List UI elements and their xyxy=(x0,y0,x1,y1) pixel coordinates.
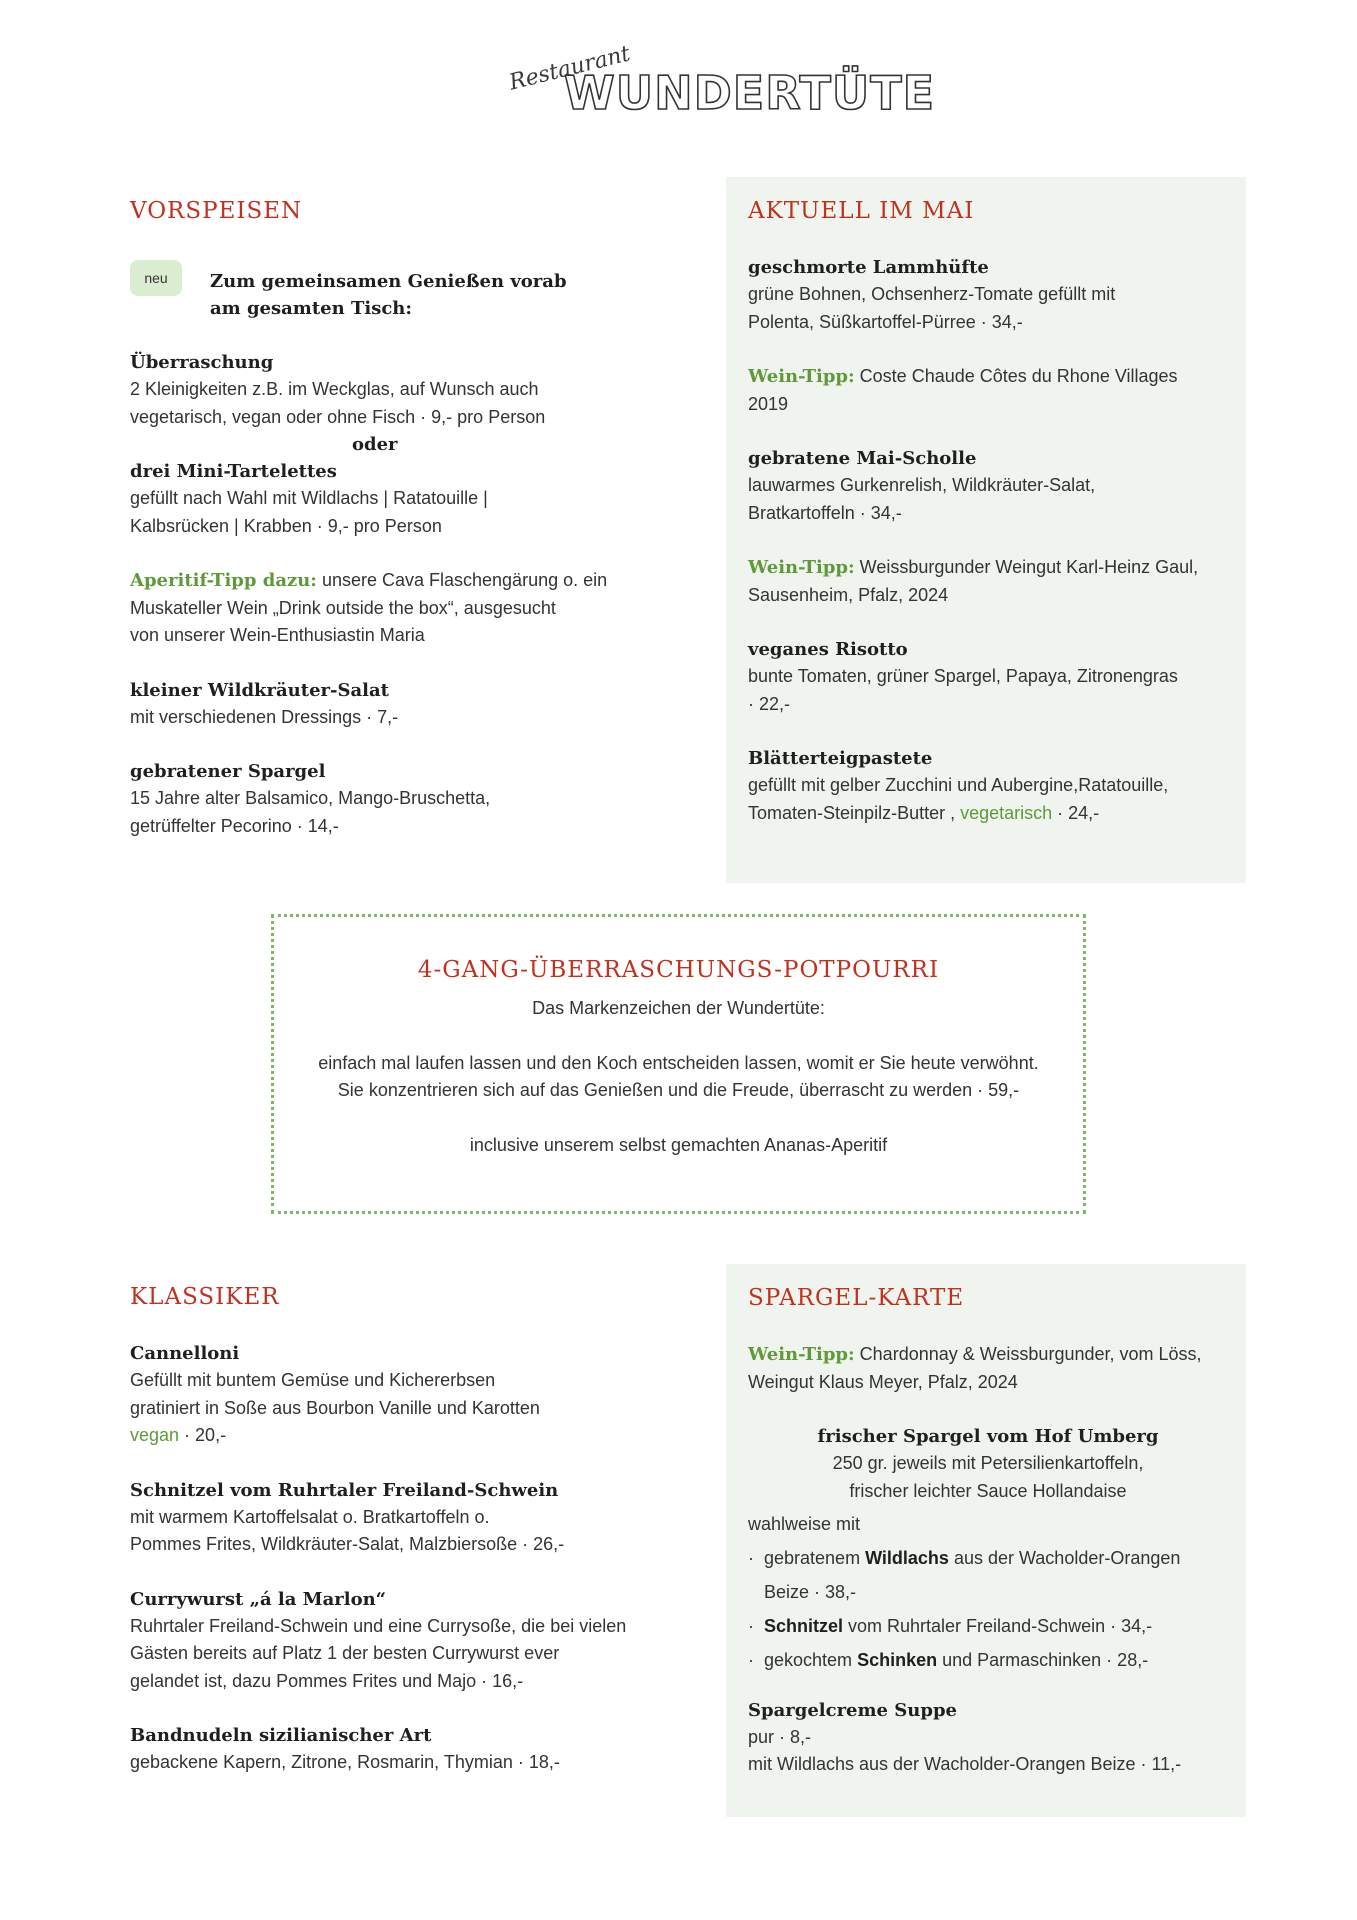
vegan-label: vegan xyxy=(130,1425,180,1445)
item-desc: 250 gr. jeweils mit Petersilienkartoffeln, xyxy=(832,1453,1144,1473)
item-desc: gebackene Kapern, Zitrone, Rosmarin, Thymian · 18,- xyxy=(130,1752,560,1772)
option-text: gebratenem xyxy=(764,1547,866,1568)
item-title: Spargelcreme Suppe xyxy=(748,1699,957,1721)
section-klassiker xyxy=(130,1284,710,1777)
item-desc xyxy=(748,800,1246,828)
item-title: geschmorte Lammhüfte xyxy=(748,257,989,278)
option-bold: Wildlachs xyxy=(865,1547,949,1568)
tip-label: Aperitif-Tipp dazu: xyxy=(130,570,317,591)
oder-text: oder xyxy=(352,434,398,455)
new-badge: neu xyxy=(130,260,182,296)
tip-label: Wein-Tipp: xyxy=(748,366,855,387)
item-title: gebratene Mai-Scholle xyxy=(748,448,977,469)
wine-tip xyxy=(748,1341,1246,1369)
option-text: vom Ruhrtaler Freiland-Schwein · 34,- xyxy=(843,1615,1153,1636)
item-desc: mit verschiedenen Dressings · 7,- xyxy=(130,706,399,727)
section-title: 4-GANG-ÜBERRASCHUNGS-POTPOURRI xyxy=(417,957,940,983)
item-desc: Gästen bereits auf Platz 1 der besten Currywurst ever xyxy=(130,1643,560,1663)
tip-label: Wein-Tipp: xyxy=(748,557,855,578)
item-title: veganes Risotto xyxy=(748,639,908,660)
item-title: drei Mini-Tartelettes xyxy=(130,461,337,482)
item-title: kleiner Wildkräuter-Salat xyxy=(130,679,389,701)
option-bold: Schinken xyxy=(857,1649,938,1670)
section-title: VORSPEISEN xyxy=(130,198,303,224)
item-desc: Bratkartoffeln · 34,- xyxy=(748,502,902,523)
aperitif-tip xyxy=(130,567,690,595)
item-desc: getrüffelter Pecorino · 14,- xyxy=(130,815,339,836)
list-item xyxy=(748,1643,1246,1677)
bullet-icon: · xyxy=(748,1615,754,1636)
item-title: gebratener Spargel xyxy=(130,761,326,782)
wahlweise-text: wahlweise mit xyxy=(748,1514,861,1534)
item-title: Cannelloni xyxy=(130,1343,240,1364)
tip-label: Wein-Tipp: xyxy=(748,1344,855,1365)
item-desc: gefüllt mit gelber Zucchini und Aubergine,Ratatouille, xyxy=(748,775,1169,795)
vegetarian-label: vegetarisch xyxy=(960,802,1053,823)
section-title: KLASSIKER xyxy=(130,1284,280,1310)
section-potpourri xyxy=(271,914,1086,1214)
price-text: · 20,- xyxy=(179,1425,227,1445)
item-desc: von unserer Wein-Enthusiastin Maria xyxy=(130,625,425,645)
item-desc: Polenta, Süßkartoffel-Pürree · 34,- xyxy=(748,311,1023,332)
option-text: aus der Wacholder-Orangen xyxy=(948,1547,1181,1568)
item-title: Bandnudeln sizilianischer Art xyxy=(130,1725,432,1746)
item-desc: frischer leichter Sauce Hollandaise xyxy=(849,1480,1127,1501)
item-title: Currywurst „á la Marlon“ xyxy=(130,1588,387,1610)
item-desc: Sausenheim, Pfalz, 2024 xyxy=(748,584,949,605)
item-desc: gefüllt nach Wahl mit Wildlachs | Ratatouille | xyxy=(130,488,488,508)
tip-text: Chardonnay & Weissburgunder, vom Löss, xyxy=(854,1344,1202,1364)
list-item xyxy=(748,1609,1246,1643)
item-desc: pur · 8,- xyxy=(748,1726,812,1747)
bullet-icon: · xyxy=(748,1547,754,1568)
item-title: Schnitzel vom Ruhrtaler Freiland-Schwein xyxy=(130,1479,559,1501)
spargel-main xyxy=(748,1423,1228,1505)
item-desc: gratiniert in Soße aus Bourbon Vanille und Karotten xyxy=(130,1397,540,1418)
item-desc: · 22,- xyxy=(748,693,791,714)
restaurant-logo xyxy=(506,38,936,128)
item-title: Blätterteigpastete xyxy=(748,748,933,769)
item-desc: Muskateller Wein „Drink outside the box“, ausgesucht xyxy=(130,597,556,618)
potpourri-line: einfach mal laufen lassen und den Koch entscheiden lassen, womit er Sie heute verwöhnt. xyxy=(318,1052,1039,1073)
item-desc: Pommes Frites, Wildkräuter-Salat, Malzbiersoße · 26,- xyxy=(130,1534,565,1554)
section-aktuell xyxy=(726,177,1246,883)
bullet-icon: · xyxy=(748,1649,754,1670)
item-desc xyxy=(130,1422,710,1450)
item-desc: grüne Bohnen, Ochsenherz-Tomate gefüllt mit xyxy=(748,284,1116,304)
options-list xyxy=(748,1541,1246,1677)
option-text: gekochtem xyxy=(764,1649,858,1670)
intro-text xyxy=(210,268,690,322)
intro-line: am gesamten Tisch: xyxy=(210,298,413,319)
item-desc: 15 Jahre alter Balsamico, Mango-Bruschetta, xyxy=(130,788,491,808)
price-text: · 24,- xyxy=(1052,802,1100,823)
item-desc: vegetarisch, vegan oder ohne Fisch · 9,- pro Person xyxy=(130,406,546,427)
item-desc: lauwarmes Gurkenrelish, Wildkräuter-Salat, xyxy=(748,475,1096,495)
item-title: frischer Spargel vom Hof Umberg xyxy=(817,1426,1159,1447)
potpourri-line: Das Markenzeichen der Wundertüte: xyxy=(532,998,825,1018)
wine-tip xyxy=(748,554,1246,582)
item-desc: mit Wildlachs aus der Wacholder-Orangen Beize · 11,- xyxy=(748,1754,1182,1774)
section-title: SPARGEL-KARTE xyxy=(748,1285,965,1311)
item-desc: 2 Kleinigkeiten z.B. im Weckglas, auf Wunsch auch xyxy=(130,379,539,399)
item-desc: mit warmem Kartoffelsalat o. Bratkartoffeln o. xyxy=(130,1506,490,1527)
item-desc: 2019 xyxy=(748,393,789,414)
desc-text: Tomaten-Steinpilz-Butter , xyxy=(748,802,961,823)
potpourri-line: Sie konzentrieren sich auf das Genießen und die Freude, überrascht zu werden · 59,- xyxy=(337,1080,1020,1100)
section-title: AKTUELL IM MAI xyxy=(748,198,975,224)
item-desc: gelandet ist, dazu Pommes Frites und Majo · 16,- xyxy=(130,1670,524,1691)
item-desc: Ruhrtaler Freiland-Schwein und eine Currysoße, die bei vielen xyxy=(130,1615,627,1636)
item-desc: Kalbsrücken | Krabben · 9,- pro Person xyxy=(130,515,442,536)
item-desc: bunte Tomaten, grüner Spargel, Papaya, Zitronengras xyxy=(748,666,1178,686)
tip-text: unsere Cava Flaschengärung o. ein xyxy=(316,570,608,590)
wine-tip xyxy=(748,363,1246,391)
list-item xyxy=(748,1541,1246,1609)
tip-text: Weissburgunder Weingut Karl-Heinz Gaul, xyxy=(854,557,1199,577)
logo-main-text: WUNDERTÜTE xyxy=(564,66,936,120)
logo-script-text: Restaurant xyxy=(506,41,633,96)
option-text: Beize · 38,- xyxy=(764,1581,857,1602)
intro-line: Zum gemeinsamen Genießen vorab xyxy=(210,271,567,292)
potpourri-line: inclusive unserem selbst gemachten Ananas-Aperitif xyxy=(469,1134,888,1155)
item-desc: Weingut Klaus Meyer, Pfalz, 2024 xyxy=(748,1371,1018,1392)
tip-text: Coste Chaude Côtes du Rhone Villages xyxy=(854,366,1178,386)
section-spargel xyxy=(726,1264,1246,1817)
option-bold: Schnitzel xyxy=(764,1615,844,1636)
section-vorspeisen xyxy=(130,198,690,840)
item-desc: Gefüllt mit buntem Gemüse und Kichererbsen xyxy=(130,1370,496,1390)
option-text: und Parmaschinken · 28,- xyxy=(937,1649,1149,1670)
item-title: Überraschung xyxy=(130,352,274,373)
